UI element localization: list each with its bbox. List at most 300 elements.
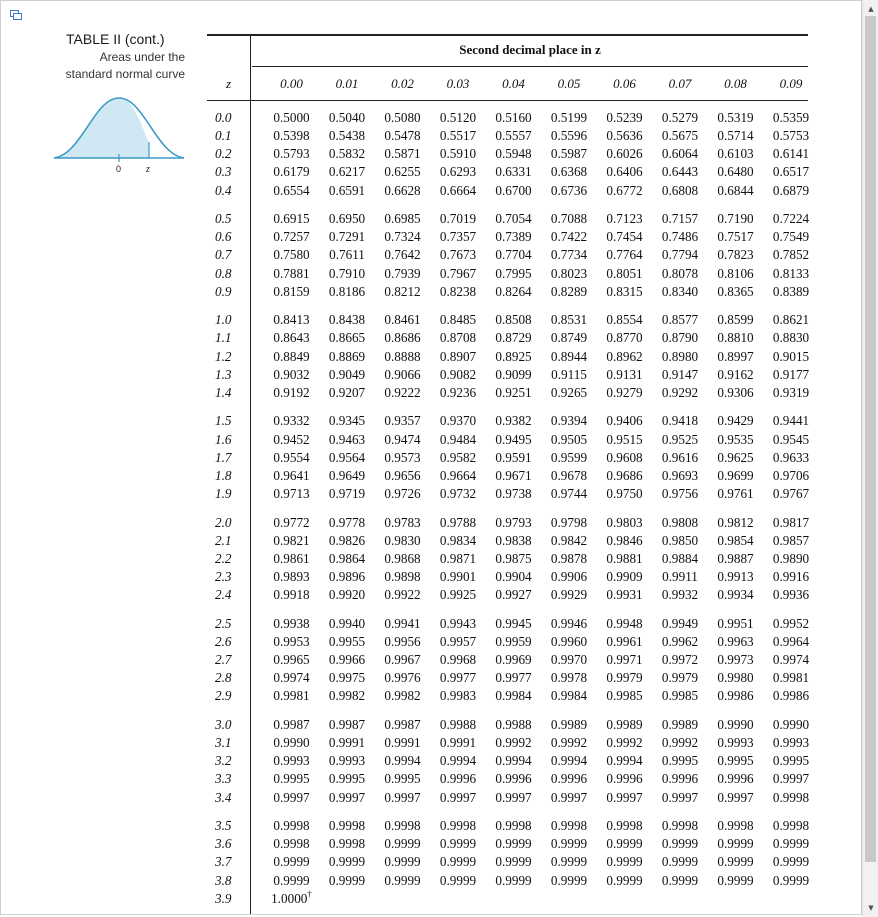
- cell-value: 0.8729: [495, 330, 532, 346]
- z-value-cell: 1.1: [215, 330, 232, 346]
- cell-value: 0.9916: [772, 569, 810, 585]
- table-row: [207, 450, 808, 468]
- probability-cell: [486, 533, 541, 549]
- cell-value: 0.9998: [273, 836, 310, 852]
- curve-label-z: z: [146, 164, 150, 175]
- probability-cell: [320, 790, 375, 806]
- probability-cell: [597, 367, 652, 383]
- probability-cell: [431, 247, 486, 263]
- cell-value: 0.8159: [273, 283, 310, 299]
- table-row: [207, 888, 808, 909]
- probability-cell: [375, 450, 430, 466]
- probability-cell: [486, 385, 541, 401]
- probability-cell: [320, 717, 375, 733]
- cell-value: 0.9656: [384, 467, 421, 483]
- probability-cell: [708, 616, 763, 632]
- cell-value: 0.9997: [550, 789, 588, 805]
- z-value-cell: 0.0: [215, 110, 232, 125]
- probability-cell: [431, 432, 486, 448]
- probability-cell: [597, 128, 652, 144]
- cell-value: 0.8869: [328, 348, 366, 364]
- probability-cell: [375, 753, 430, 769]
- column-header: 0.04: [502, 76, 525, 91]
- probability-cell: [264, 349, 319, 365]
- probability-cell: [320, 616, 375, 632]
- probability-cell: [542, 432, 597, 448]
- table-row: [207, 771, 808, 789]
- column-header: 0.03: [446, 76, 470, 91]
- probability-cell: [708, 385, 763, 401]
- cell-value: 0.5910: [439, 146, 477, 162]
- probability-cell: [708, 652, 763, 668]
- cell-value: 0.9999: [772, 836, 810, 852]
- cell-value: 0.9306: [717, 384, 754, 400]
- probability-cell: [264, 753, 319, 769]
- cell-value: 0.9838: [495, 532, 532, 548]
- probability-cell: [431, 330, 486, 346]
- column-header: 0.06: [613, 76, 636, 91]
- probability-cell: [542, 349, 597, 365]
- probability-cell: [486, 128, 541, 144]
- cell-value: 0.5359: [772, 110, 810, 125]
- z-value-cell: 2.6: [215, 633, 232, 649]
- probability-cell: [653, 146, 708, 162]
- probability-cell: [431, 450, 486, 466]
- cell-value: 0.9994: [550, 753, 588, 769]
- cell-value: 0.5319: [717, 110, 754, 125]
- table-row: [207, 211, 808, 229]
- cell-value: 0.9772: [273, 514, 310, 530]
- cell-value: 0.9998: [328, 818, 366, 833]
- cell-value: 0.9974: [772, 652, 810, 667]
- probability-cell: [653, 533, 708, 549]
- cell-value: 0.9963: [717, 633, 754, 649]
- probability-cell: [653, 587, 708, 603]
- probability-cell: [764, 634, 819, 650]
- cell-value: 0.9830: [384, 532, 421, 548]
- window-restore-icon[interactable]: [10, 10, 22, 20]
- probability-cell: [708, 164, 763, 180]
- probability-cell: [653, 836, 708, 852]
- probability-cell: [653, 688, 708, 704]
- cell-value: 0.9931: [606, 587, 643, 603]
- probability-cell: [375, 146, 430, 162]
- probability-cell: [264, 183, 319, 199]
- probability-cell: [431, 873, 486, 889]
- probability-cell: [264, 486, 319, 502]
- cell-value: 0.8997: [717, 348, 754, 364]
- probability-cell: [597, 312, 652, 328]
- probability-cell: [431, 854, 486, 870]
- cell-value: 0.9970: [550, 652, 588, 667]
- probability-cell: [320, 468, 375, 484]
- cell-value: 0.8023: [550, 265, 588, 281]
- header-rule: [252, 66, 808, 67]
- cell-value: 0.6443: [661, 164, 699, 180]
- probability-cell: [486, 515, 541, 531]
- probability-cell: [764, 367, 819, 383]
- cell-value: 0.9236: [439, 384, 477, 400]
- cell-value: 0.9941: [384, 615, 421, 631]
- z-value-cell: 3.5: [215, 818, 232, 833]
- cell-value: 0.9996: [550, 771, 588, 787]
- cell-value: 0.6772: [606, 182, 643, 198]
- probability-cell: [264, 587, 319, 603]
- table-row: [207, 367, 808, 385]
- cell-value: 0.9967: [384, 652, 421, 667]
- cell-value: 0.9808: [661, 514, 699, 530]
- probability-cell: [764, 164, 819, 180]
- probability-cell: [264, 616, 319, 632]
- normal-curve-diagram: [52, 92, 188, 182]
- cell-value: 0.8907: [439, 348, 477, 364]
- cell-value: 0.9999: [384, 872, 421, 888]
- cell-value: 0.8708: [439, 330, 477, 346]
- probability-cell: [264, 247, 319, 263]
- cell-value: 0.9927: [495, 587, 532, 603]
- cell-value: 0.8599: [717, 312, 754, 328]
- cell-value: 0.7454: [606, 229, 643, 245]
- z-value-cell: 2.8: [215, 670, 232, 686]
- probability-cell: [375, 349, 430, 365]
- probability-cell: [486, 587, 541, 603]
- probability-cell: [542, 836, 597, 852]
- probability-cell: [264, 790, 319, 806]
- cell-value: 0.9998: [273, 818, 310, 833]
- probability-cell: [653, 385, 708, 401]
- probability-cell: [375, 616, 430, 632]
- cell-value: 0.7823: [717, 247, 754, 263]
- cell-value: 0.9997: [273, 789, 310, 805]
- probability-cell: [431, 569, 486, 585]
- cell-value: 0.9962: [661, 633, 699, 649]
- probability-cell: [542, 670, 597, 686]
- cell-value: 0.7486: [661, 229, 699, 245]
- cell-value: 0.9906: [550, 569, 588, 585]
- cell-value: 0.9066: [384, 366, 421, 382]
- probability-cell: [708, 128, 763, 144]
- probability-cell: [431, 367, 486, 383]
- cell-value: 0.9999: [439, 854, 477, 870]
- cell-value: 0.7995: [495, 265, 532, 281]
- cell-value: 0.9974: [273, 670, 310, 686]
- header-bottom-rule: [207, 100, 808, 101]
- cell-value: 0.9969: [495, 652, 532, 667]
- probability-cell: [597, 587, 652, 603]
- probability-cell: [264, 468, 319, 484]
- probability-cell: [264, 229, 319, 245]
- probability-cell: [542, 468, 597, 484]
- probability-cell: [653, 247, 708, 263]
- probability-cell: [653, 717, 708, 733]
- probability-cell: [486, 349, 541, 365]
- cell-value: 0.9850: [661, 532, 699, 548]
- probability-cell: [708, 349, 763, 365]
- cell-value: 0.9641: [273, 467, 310, 483]
- probability-cell: [375, 128, 430, 144]
- cell-value: 0.9545: [772, 431, 810, 447]
- cell-value: 0.9999: [328, 872, 366, 888]
- probability-cell: [764, 688, 819, 704]
- probability-cell: [431, 634, 486, 650]
- cell-value: 0.9997: [439, 789, 477, 805]
- cell-value: 0.9991: [328, 735, 366, 750]
- probability-cell: [542, 533, 597, 549]
- probability-cell: [597, 486, 652, 502]
- cell-value: 0.8438: [328, 312, 366, 328]
- cell-value: 0.9999: [717, 872, 754, 888]
- probability-cell: [375, 229, 430, 245]
- probability-cell: [597, 854, 652, 870]
- probability-cell: [542, 229, 597, 245]
- cell-value: 0.9664: [439, 467, 477, 483]
- probability-cell: [708, 790, 763, 806]
- cell-value: 0.8078: [661, 265, 699, 281]
- probability-cell: [486, 330, 541, 346]
- probability-cell: [542, 753, 597, 769]
- probability-cell: [264, 735, 319, 751]
- probability-cell: [653, 284, 708, 300]
- chevron-up-icon[interactable]: ▲: [868, 5, 874, 13]
- cell-value: 0.6915: [273, 211, 310, 227]
- probability-cell: [542, 385, 597, 401]
- z-value-cell: 2.0: [215, 514, 232, 530]
- cell-value: 0.9909: [606, 569, 643, 585]
- probability-cell: [320, 652, 375, 668]
- cell-value: 0.9474: [384, 431, 421, 447]
- cell-value: 0.9981: [772, 670, 810, 686]
- probability-cell: [764, 790, 819, 806]
- probability-cell: [653, 753, 708, 769]
- cell-value: 0.9131: [606, 366, 643, 382]
- z-value-cell: 2.2: [215, 550, 232, 566]
- probability-cell: [431, 836, 486, 852]
- table-row: [207, 330, 808, 348]
- cell-value: 0.9998: [495, 818, 532, 833]
- probability-cell: [597, 385, 652, 401]
- cell-value: 0.9959: [495, 633, 532, 649]
- cell-value: 0.9982: [328, 688, 366, 704]
- probability-cell: [764, 569, 819, 585]
- probability-cell: [375, 735, 430, 751]
- probability-cell: [431, 753, 486, 769]
- cell-value: 0.9996: [661, 771, 699, 787]
- probability-cell: [320, 735, 375, 751]
- probability-cell: [375, 413, 430, 429]
- cell-value: 0.9678: [550, 467, 588, 483]
- probability-cell: [708, 312, 763, 328]
- cell-value: 0.7611: [329, 247, 365, 263]
- probability-cell: [597, 551, 652, 567]
- probability-cell: [542, 652, 597, 668]
- cell-value: 0.9995: [661, 753, 699, 769]
- probability-cell: [764, 873, 819, 889]
- cell-value: 0.9515: [606, 431, 643, 447]
- probability-cell: [264, 266, 319, 282]
- probability-cell: [653, 330, 708, 346]
- probability-cell: [542, 211, 597, 227]
- cell-value: 0.5596: [550, 128, 588, 144]
- cell-value: 0.9932: [661, 587, 699, 603]
- probability-cell: [597, 450, 652, 466]
- probability-cell: [542, 284, 597, 300]
- table-row: [207, 266, 808, 284]
- cell-value: 0.6217: [328, 164, 366, 180]
- probability-cell: [486, 670, 541, 686]
- probability-cell: [653, 110, 708, 126]
- cell-value: 0.9015: [772, 348, 810, 364]
- probability-cell: [653, 634, 708, 650]
- cell-value: 0.9966: [328, 652, 366, 667]
- probability-cell: [320, 330, 375, 346]
- cell-value: 0.9719: [328, 486, 366, 501]
- cell-value: 0.9904: [495, 569, 532, 585]
- cell-value: 0.9999: [772, 854, 810, 870]
- cell-value: 0.9999: [384, 836, 421, 852]
- cell-value: 0.9671: [495, 467, 532, 483]
- probability-cell: [708, 266, 763, 282]
- probability-cell: [542, 146, 597, 162]
- cell-value: 0.9693: [661, 467, 699, 483]
- probability-cell: [764, 110, 819, 126]
- chevron-down-icon[interactable]: ▼: [868, 904, 874, 912]
- probability-cell: [320, 836, 375, 852]
- probability-cell: [764, 616, 819, 632]
- cell-value: 0.9884: [661, 550, 699, 566]
- probability-cell: [320, 515, 375, 531]
- probability-cell: [264, 413, 319, 429]
- probability-cell: [375, 486, 430, 502]
- cell-value: 0.9599: [550, 449, 588, 465]
- probability-cell: [486, 753, 541, 769]
- probability-cell: [597, 616, 652, 632]
- cell-value: 0.9998: [717, 818, 754, 833]
- footnote-mark: †: [307, 888, 312, 899]
- cell-value: 0.8389: [772, 283, 810, 299]
- probability-cell: [764, 450, 819, 466]
- cell-value: 0.9973: [717, 652, 754, 667]
- probability-cell: [375, 266, 430, 282]
- probability-cell: [653, 128, 708, 144]
- cell-value: 0.9881: [606, 550, 643, 566]
- cell-value: 0.8289: [550, 283, 588, 299]
- probability-cell: [597, 735, 652, 751]
- probability-cell: [320, 128, 375, 144]
- probability-cell: [764, 284, 819, 300]
- cell-value: 0.9999: [717, 854, 754, 870]
- probability-cell: [486, 266, 541, 282]
- z-value-cell: 0.2: [215, 146, 232, 162]
- cell-value: 0.9940: [328, 615, 366, 631]
- cell-value: 0.9406: [606, 413, 643, 429]
- z-value-cell: 3.4: [215, 789, 232, 805]
- probability-cell: [708, 717, 763, 733]
- probability-cell: [486, 818, 541, 834]
- cell-value: 0.9999: [606, 854, 643, 870]
- probability-cell: [542, 486, 597, 502]
- probability-cell: [264, 146, 319, 162]
- table-row: [207, 717, 808, 735]
- cell-value: 0.9989: [550, 716, 588, 732]
- cell-value: 0.6255: [384, 164, 421, 180]
- table-row: [207, 551, 808, 569]
- cell-value: 0.6844: [717, 182, 754, 198]
- cell-value: 0.6103: [717, 146, 754, 162]
- probability-cell: [375, 533, 430, 549]
- probability-cell: [431, 717, 486, 733]
- cell-value: 0.5239: [606, 110, 643, 125]
- probability-cell: [708, 183, 763, 199]
- probability-cell: [431, 533, 486, 549]
- cell-value: 0.9999: [772, 872, 810, 888]
- cell-value: 0.9996: [606, 771, 643, 787]
- probability-cell: [264, 432, 319, 448]
- cell-value: 0.5871: [384, 146, 421, 162]
- cell-value: 0.9738: [495, 486, 532, 501]
- probability-cell: [486, 735, 541, 751]
- probability-cell: [431, 587, 486, 603]
- z-value-cell: 1.8: [215, 467, 232, 483]
- cell-value: 0.7673: [439, 247, 477, 263]
- cell-value: 0.9999: [273, 854, 310, 870]
- cell-value: 0.8643: [273, 330, 310, 346]
- probability-cell: [375, 110, 430, 126]
- cell-value: 0.8665: [328, 330, 366, 346]
- probability-cell: [320, 385, 375, 401]
- probability-cell: [264, 888, 319, 907]
- probability-cell: [542, 735, 597, 751]
- cell-value: 0.9032: [273, 366, 310, 382]
- cell-value: 0.8770: [606, 330, 643, 346]
- z-value-cell: 0.8: [215, 265, 232, 281]
- cell-value: 0.9826: [328, 532, 366, 548]
- probability-cell: [597, 229, 652, 245]
- probability-cell: [542, 164, 597, 180]
- probability-cell: [431, 211, 486, 227]
- probability-cell: [264, 211, 319, 227]
- probability-cell: [486, 873, 541, 889]
- probability-cell: [264, 652, 319, 668]
- probability-cell: [597, 330, 652, 346]
- cell-value: 0.9957: [439, 633, 477, 649]
- table-row: [207, 836, 808, 854]
- probability-cell: [653, 551, 708, 567]
- probability-cell: [542, 688, 597, 704]
- cell-value: 0.9842: [550, 532, 588, 548]
- cell-value: 0.9985: [606, 688, 643, 704]
- cell-value: 0.7054: [495, 211, 532, 227]
- probability-cell: [542, 873, 597, 889]
- probability-cell: [542, 128, 597, 144]
- cell-value: 0.5557: [495, 128, 532, 144]
- cell-value: 0.8962: [606, 348, 643, 364]
- probability-cell: [708, 450, 763, 466]
- cell-value: 0.9990: [772, 716, 810, 732]
- cell-value: 0.9990: [273, 735, 310, 750]
- probability-cell: [431, 110, 486, 126]
- cell-value: 0.9988: [495, 716, 532, 732]
- cell-value: 0.7123: [606, 211, 643, 227]
- probability-cell: [764, 551, 819, 567]
- probability-cell: [653, 616, 708, 632]
- probability-cell: [486, 634, 541, 650]
- z-value-cell: 0.5: [215, 211, 232, 227]
- vertical-scrollbar[interactable]: [862, 0, 878, 917]
- scrollbar-thumb[interactable]: [865, 16, 876, 862]
- cell-value: 0.7157: [661, 211, 699, 227]
- cell-value: 0.9995: [772, 753, 810, 769]
- probability-cell: [597, 183, 652, 199]
